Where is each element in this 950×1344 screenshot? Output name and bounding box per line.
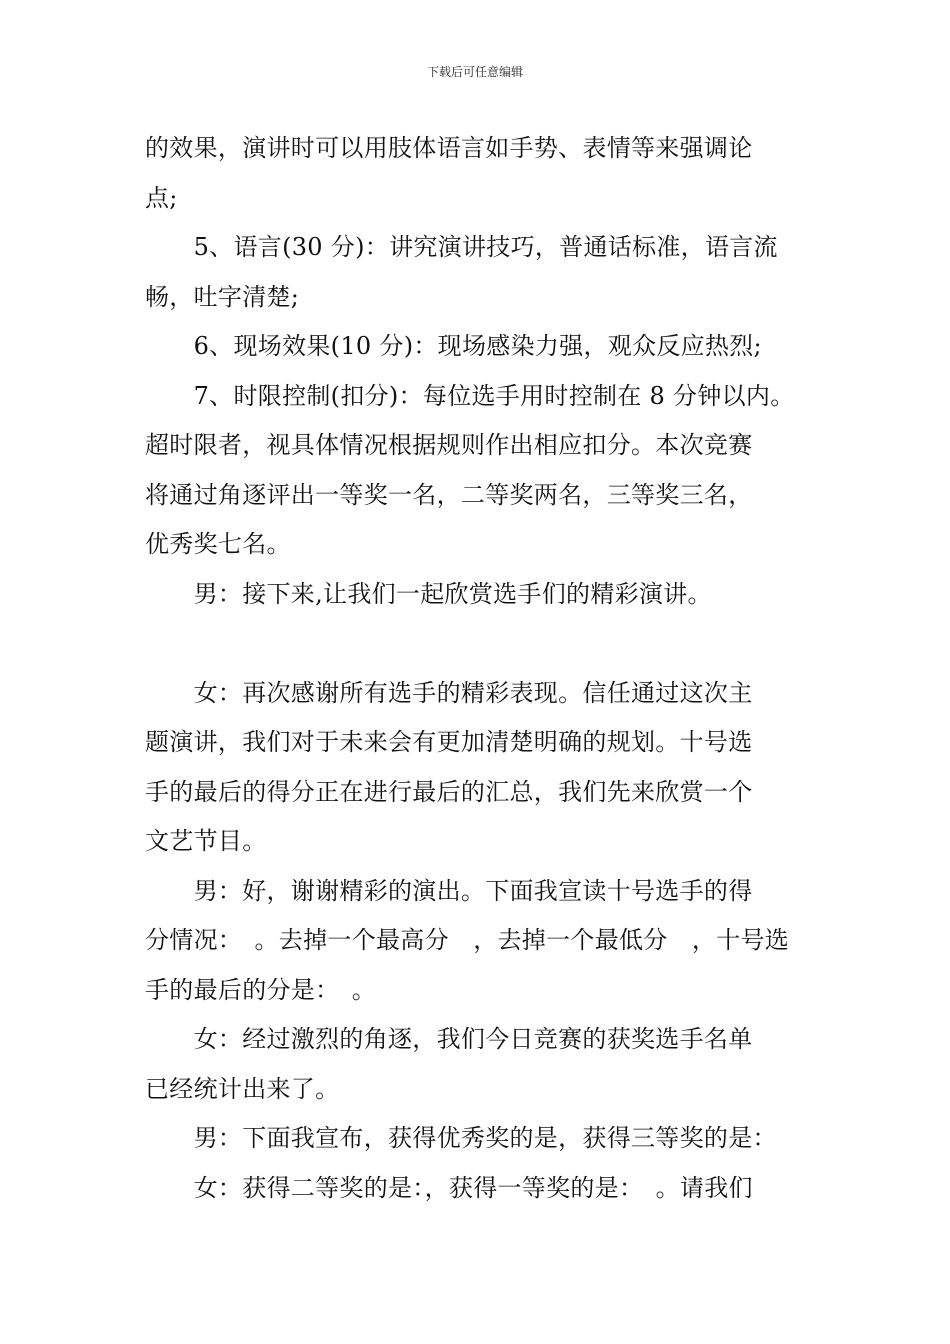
text-line: 男：接下来,让我们一起欣赏选手们的精彩演讲。 xyxy=(145,579,712,608)
text-line: 男：下面我宣布，获得优秀奖的是，获得三等奖的是： xyxy=(145,1124,777,1152)
text-line: 6、现场效果(10 分)：现场感染力强，观众反应热烈; xyxy=(145,332,762,360)
text-line: 超时限者，视具体情况根据规则作出相应扣分。本次竞赛 xyxy=(145,431,753,459)
text-line: 点; xyxy=(145,183,178,212)
text-line: 的效果，演讲时可以用肢体语言如手势、表情等来强调论 xyxy=(145,134,753,162)
text-line: 题演讲，我们对于未来会有更加清楚明确的规划。十号选 xyxy=(145,728,753,756)
text-line: 文艺节目。 xyxy=(145,827,267,855)
text-line: 分情况： 。去掉一个最高分 ，去掉一个最低分 ，十号选 xyxy=(145,926,790,954)
text-line: 女：获得二等奖的是：，获得一等奖的是： 。请我们 xyxy=(145,1173,753,1202)
text-line: 5、语言(30 分)：讲究演讲技巧，普通话标准，语言流 xyxy=(145,233,778,261)
paragraph-gap xyxy=(145,619,820,669)
page-header: 下载后可任意编辑 xyxy=(426,65,523,79)
text-line: 已经统计出来了。 xyxy=(145,1074,340,1103)
text-line: 7、时限控制(扣分)：每位选手用时控制在 8 分钟以内。 xyxy=(145,381,795,410)
text-line: 女：经过激烈的角逐，我们今日竞赛的获奖选手名单 xyxy=(145,1025,753,1053)
text-line: 优秀奖七名。 xyxy=(145,530,291,558)
text-line: 畅，吐字清楚; xyxy=(145,282,300,311)
text-line: 将通过角逐评出一等奖一名，二等奖两名，三等奖三名， xyxy=(145,480,753,509)
text-line: 男：好，谢谢精彩的演出。下面我宣读十号选手的得 xyxy=(145,876,753,905)
text-line: 手的最后的得分正在进行最后的汇总，我们先来欣赏一个 xyxy=(145,777,753,806)
document-body xyxy=(145,124,820,1213)
text-line: 手的最后的分是： 。 xyxy=(145,975,376,1004)
text-line: 女：再次感谢所有选手的精彩表现。信任通过这次主 xyxy=(145,678,753,707)
